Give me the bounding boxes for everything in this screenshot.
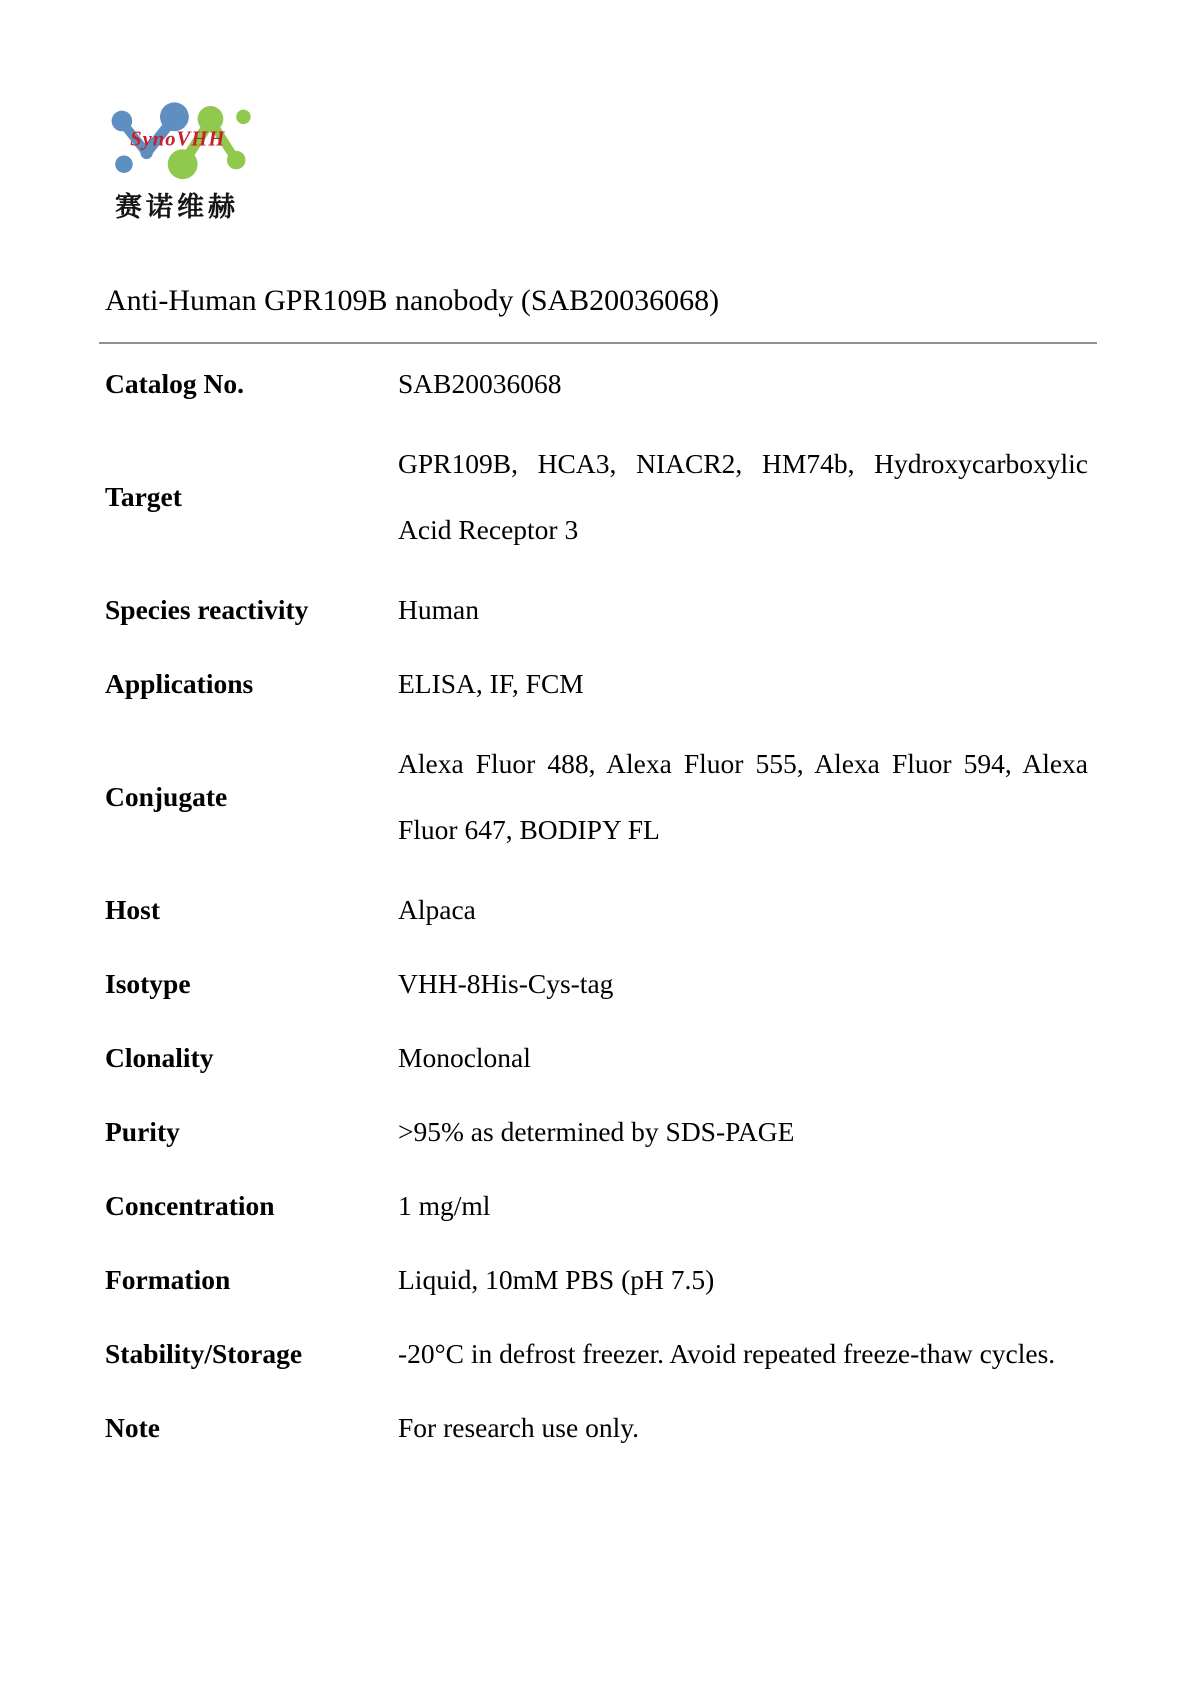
field-value-line: -20°C in defrost freezer. Avoid repeated freeze-thaw cycles.	[398, 1338, 1056, 1369]
logo-blue-dot	[115, 155, 133, 173]
logo-blue-dot	[160, 102, 189, 131]
field-row	[105, 347, 1088, 421]
field-value	[398, 877, 1088, 943]
field-value	[398, 1321, 1088, 1387]
field-value	[398, 1025, 1088, 1091]
field-value	[398, 951, 1088, 1017]
field-label: Species reactivity	[105, 594, 309, 625]
logo-blue-dot	[112, 111, 133, 132]
brand-text: SynoVHH	[130, 128, 226, 151]
field-row	[105, 1021, 1088, 1095]
field-value	[398, 1395, 1088, 1461]
field-label: Formation	[105, 1264, 231, 1295]
field-label: Target	[105, 481, 182, 512]
field-value-line: For research use only.	[398, 1412, 640, 1443]
field-value-line: Liquid, 10mM PBS (pH 7.5)	[398, 1264, 715, 1295]
field-label: Note	[105, 1412, 160, 1443]
field-value	[398, 1173, 1088, 1239]
field-value	[398, 577, 1088, 643]
field-value-line: Alexa Fluor 488, Alexa Fluor 555, Alexa Fluor 594, Alexa	[398, 748, 1088, 779]
field-value	[398, 651, 1088, 717]
logo-blobs-icon	[95, 88, 260, 191]
field-label: Clonality	[105, 1042, 214, 1073]
field-value-line: Fluor 647, BODIPY FL	[398, 814, 660, 845]
field-label: Applications	[105, 668, 254, 699]
field-row	[105, 947, 1088, 1021]
field-value-line: VHH-8His-Cys-tag	[398, 968, 614, 999]
field-label: Conjugate	[105, 781, 228, 812]
field-row	[105, 721, 1088, 873]
logo-green-dot	[168, 149, 198, 179]
field-label: Purity	[105, 1116, 180, 1147]
field-value	[398, 1099, 1088, 1165]
field-row	[105, 873, 1088, 947]
field-row	[105, 573, 1088, 647]
field-value	[398, 731, 1088, 863]
field-value	[398, 1247, 1088, 1313]
field-row	[105, 1391, 1088, 1465]
field-row	[105, 1169, 1088, 1243]
field-value-line: >95% as determined by SDS-PAGE	[398, 1116, 795, 1147]
company-logo	[95, 88, 295, 224]
field-value-line: ELISA, IF, FCM	[398, 668, 584, 699]
field-row	[105, 1317, 1088, 1391]
field-value	[398, 351, 1088, 417]
field-value-line: SAB20036068	[398, 368, 562, 399]
field-value	[398, 431, 1088, 563]
field-row	[105, 647, 1088, 721]
logo-chinese-name: 赛诺维赫	[115, 192, 239, 222]
field-value-line: 1 mg/ml	[398, 1190, 491, 1221]
field-label: Isotype	[105, 968, 191, 999]
title-divider	[99, 342, 1097, 344]
field-label: Catalog No.	[105, 368, 245, 399]
field-label: Stability/Storage	[105, 1338, 303, 1369]
logo-green-dot	[227, 151, 246, 170]
field-value-line: Alpaca	[398, 894, 476, 925]
spec-table	[105, 347, 1088, 1465]
field-value-line: Monoclonal	[398, 1042, 531, 1073]
field-value-line: GPR109B, HCA3, NIACR2, HM74b, Hydroxycarboxylic	[398, 448, 1088, 479]
field-row	[105, 421, 1088, 573]
logo-green-dot	[236, 110, 250, 124]
field-label: Host	[105, 894, 160, 925]
field-value-line: Human	[398, 594, 479, 625]
field-row	[105, 1095, 1088, 1169]
field-label: Concentration	[105, 1190, 275, 1221]
field-value-line: Acid Receptor 3	[398, 514, 579, 545]
field-row	[105, 1243, 1088, 1317]
page-title: Anti-Human GPR109B nanobody (SAB20036068)	[105, 284, 720, 317]
